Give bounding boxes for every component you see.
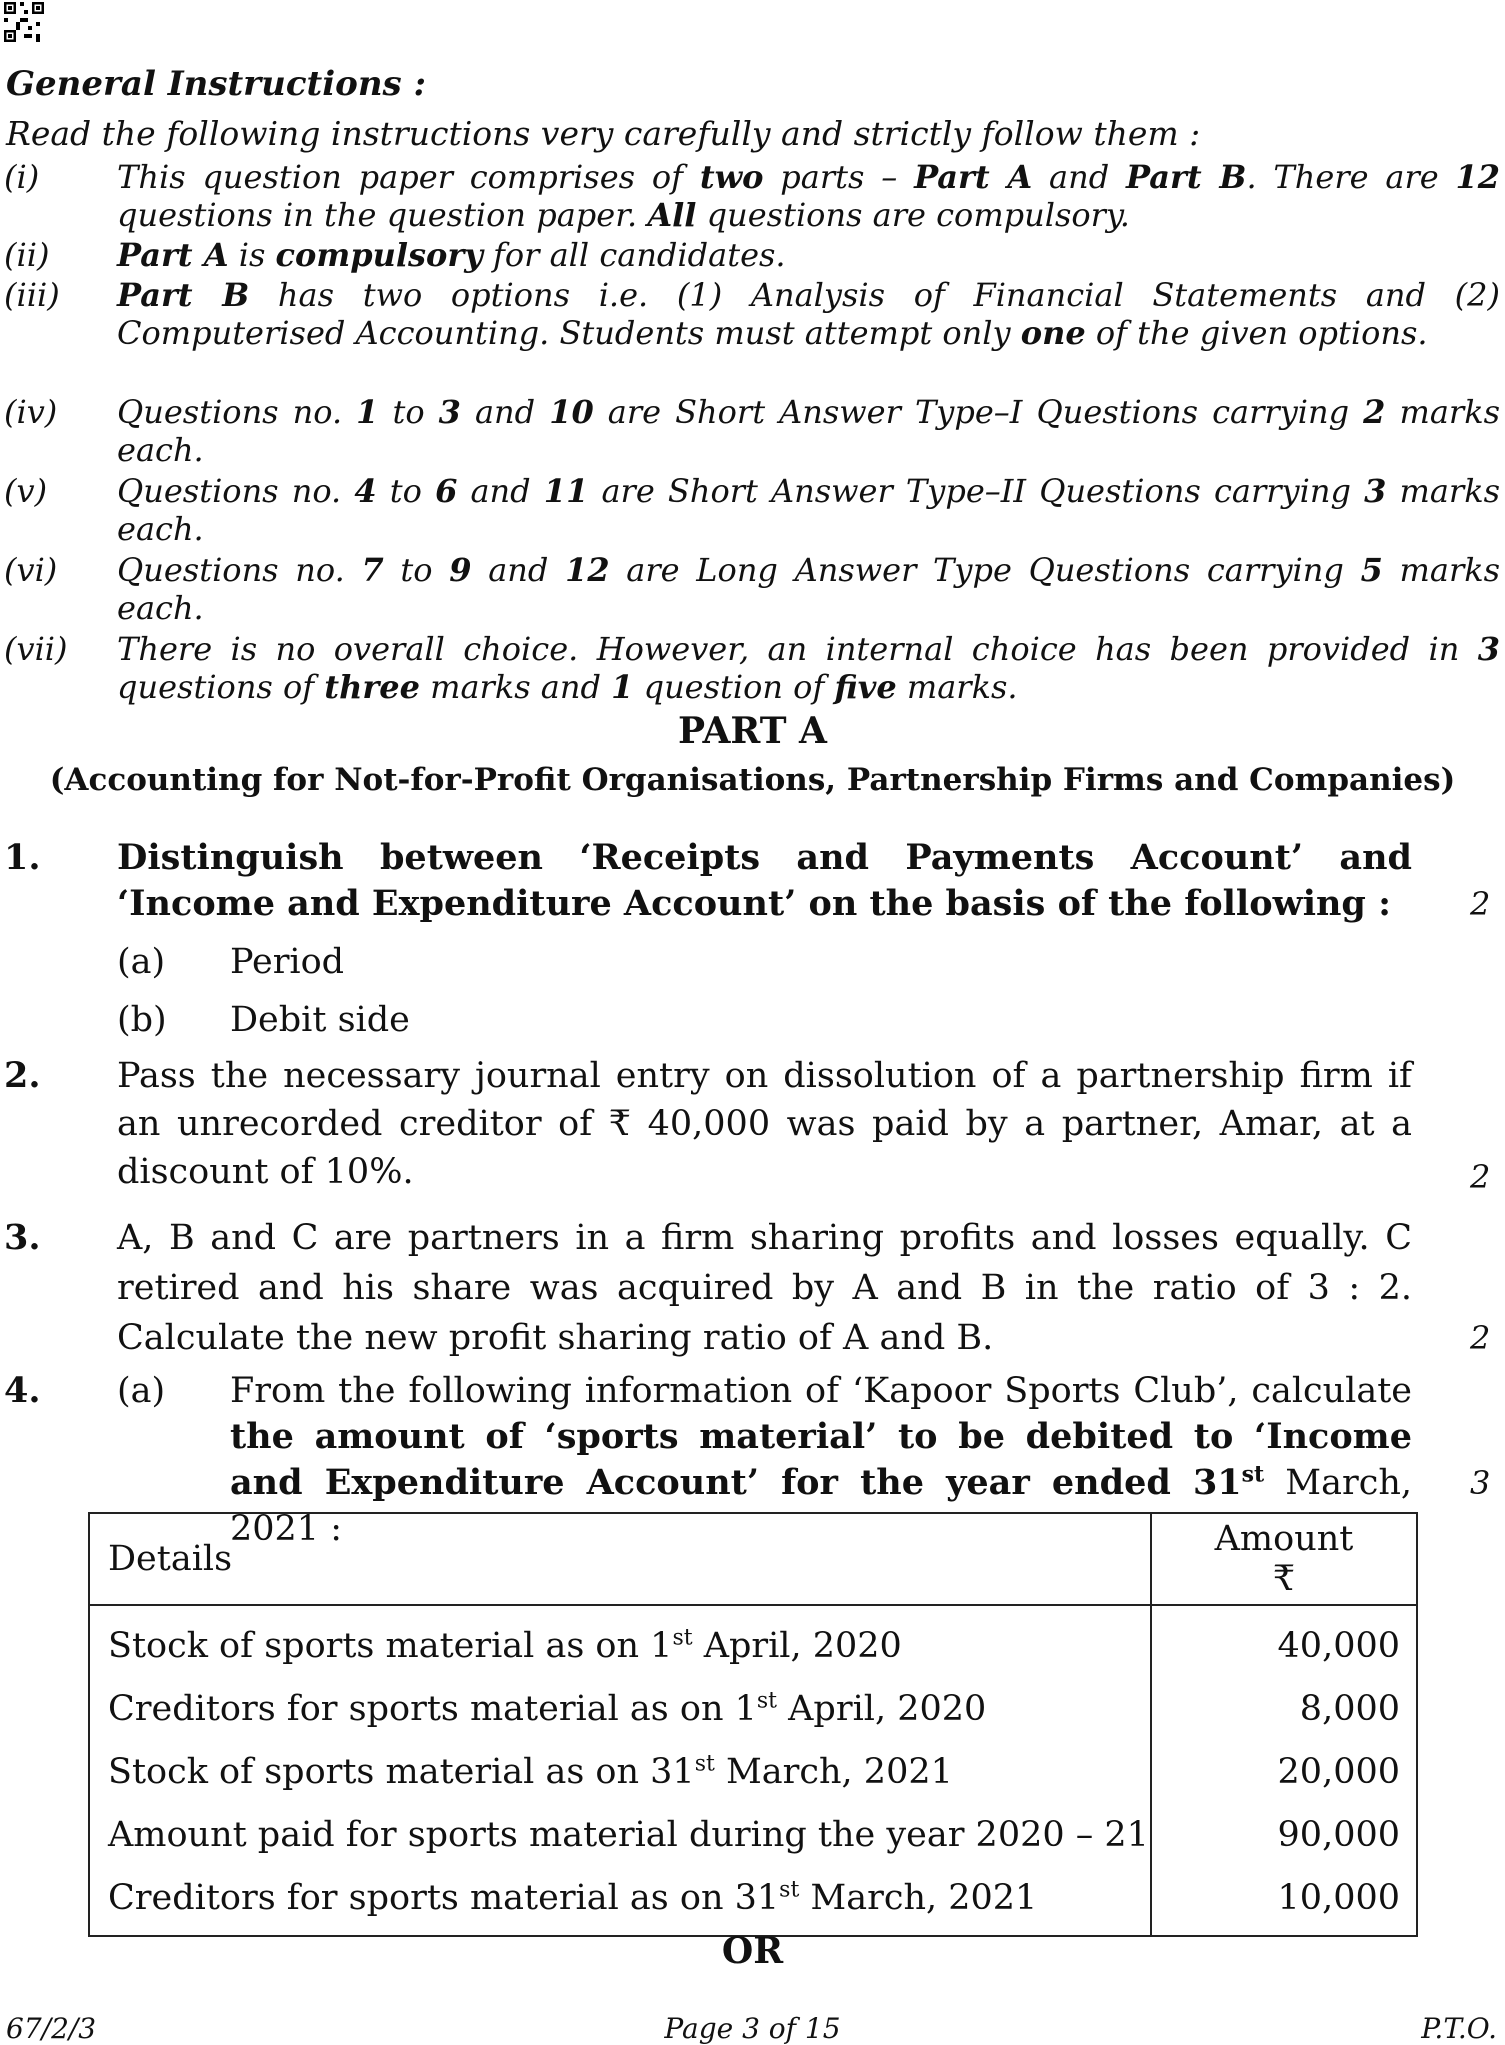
table-row [89, 1804, 1417, 1867]
marks: 2 [1470, 1158, 1491, 1196]
question-text-bold: the amount of ‘sports material’ to be debited to ‘Income and Expenditure Account’ for the year ended 31 [230, 1416, 1412, 1503]
instruction-number: (vii) [4, 630, 68, 668]
detail-cell: Amount paid for sports material during the year 2020 – 21 [89, 1804, 1151, 1867]
instruction-number: (v) [4, 472, 48, 510]
sub-label: (b) [117, 1000, 167, 1040]
marks: 2 [1470, 1319, 1491, 1357]
question-number: 4. [4, 1370, 41, 1411]
question-text-plain: From the following information of ‘Kapoor Sports Club’, calculate [230, 1371, 1412, 1411]
marks: 2 [1470, 885, 1491, 923]
amount-cell: 8,000 [1151, 1678, 1417, 1741]
part-a-subtitle: (Accounting for Not-for-Profit Organisations, Partnership Firms and Companies) [49, 762, 1456, 798]
instruction-text: Questions no. 7 to 9 and 12 are Long Answer Type Questions carrying 5 marks each. [117, 551, 1501, 627]
sub-text: Period [230, 942, 345, 982]
table-row [89, 1741, 1417, 1804]
amount-cell: 20,000 [1151, 1741, 1417, 1804]
superscript: st [672, 1625, 693, 1651]
amount-cell: 90,000 [1151, 1804, 1417, 1867]
or-label: OR [721, 1930, 784, 1972]
instruction-text: This question paper comprises of two parts – Part A and Part B. There are 12 questions in the question paper. All questions are compulsory. [117, 158, 1501, 234]
instruction-number: (ii) [4, 236, 50, 274]
sub-label: (a) [117, 1371, 166, 1411]
amount-cell: 10,000 [1151, 1867, 1417, 1936]
detail-cell: Creditors for sports material as on 1st April, 2020 [89, 1678, 1151, 1741]
table-body [89, 1605, 1417, 1936]
question-number: 1. [4, 837, 41, 878]
table-row [89, 1867, 1417, 1936]
general-instructions-intro: Read the following instructions very carefully and strictly follow them : [6, 114, 1201, 153]
part-a-title: PART A [678, 710, 827, 752]
table-row [89, 1678, 1417, 1741]
sub-label: (a) [117, 942, 166, 982]
instruction-text: There is no overall choice. However, an internal choice has been provided in 3 questions of three marks and 1 question of five marks. [117, 630, 1500, 706]
detail-cell: Stock of sports material as on 31st March, 2021 [89, 1741, 1151, 1804]
instruction-text: Questions no. 1 to 3 and 10 are Short Answer Type–I Questions carrying 2 marks each. [117, 393, 1500, 469]
instruction-text: Questions no. 4 to 6 and 11 are Short Answer Type–II Questions carrying 3 marks each. [117, 472, 1501, 548]
instruction-number: (iv) [4, 393, 58, 431]
instruction-number: (vi) [4, 551, 58, 589]
table-header-row [89, 1513, 1417, 1605]
superscript: st [1241, 1461, 1265, 1488]
detail-cell: Creditors for sports material as on 31st March, 2021 [89, 1867, 1151, 1936]
rupee-symbol: ₹ [1272, 1559, 1296, 1599]
instruction-text: Part B has two options i.e. (1) Analysis of Financial Statements and (2) Computerised Accounting. Students must attempt only one of the given options. [117, 276, 1501, 352]
sub-text: Debit side [230, 1000, 410, 1040]
question-text: Pass the necessary journal entry on dissolution of a partnership firm if an unrecorded creditor of ₹ 40,000 was paid by a partner, Amar, at a discount of 10%. [117, 1056, 1412, 1192]
sports-material-table [88, 1512, 1418, 1937]
column-header-details: Details [89, 1513, 1151, 1605]
page-number: Page 3 of 15 [664, 2012, 841, 2045]
question-number: 2. [4, 1055, 41, 1096]
amount-label: Amount [1214, 1519, 1354, 1559]
question-text: Distinguish between ‘Receipts and Payments Account’ and ‘Income and Expenditure Account’ on the basis of the following : [117, 837, 1412, 924]
paper-code: 67/2/3 [6, 2012, 97, 2045]
column-header-amount [1151, 1513, 1417, 1605]
superscript: st [779, 1877, 800, 1903]
instruction-number: (iii) [4, 276, 60, 314]
table-row [89, 1605, 1417, 1678]
question-text-end: March, 2021 : [230, 1463, 1412, 1549]
amount-cell: 40,000 [1151, 1605, 1417, 1678]
pto-label: P.T.O. [1421, 2012, 1497, 2045]
question-text: A, B and C are partners in a firm sharing profits and losses equally. C retired and his share was acquired by A and B in the ratio of 3 : 2. Calculate the new profit sharing ratio of A and B. [117, 1218, 1412, 1358]
instruction-number: (i) [4, 158, 40, 196]
general-instructions-title: General Instructions : [6, 64, 427, 104]
qr-code [4, 2, 44, 42]
detail-cell: Stock of sports material as on 1st April, 2020 [89, 1605, 1151, 1678]
superscript: st [756, 1688, 778, 1714]
marks: 3 [1470, 1464, 1491, 1502]
superscript: st [694, 1751, 715, 1777]
instruction-text: Part A is compulsory for all candidates. [117, 236, 786, 274]
question-number: 3. [4, 1217, 41, 1258]
